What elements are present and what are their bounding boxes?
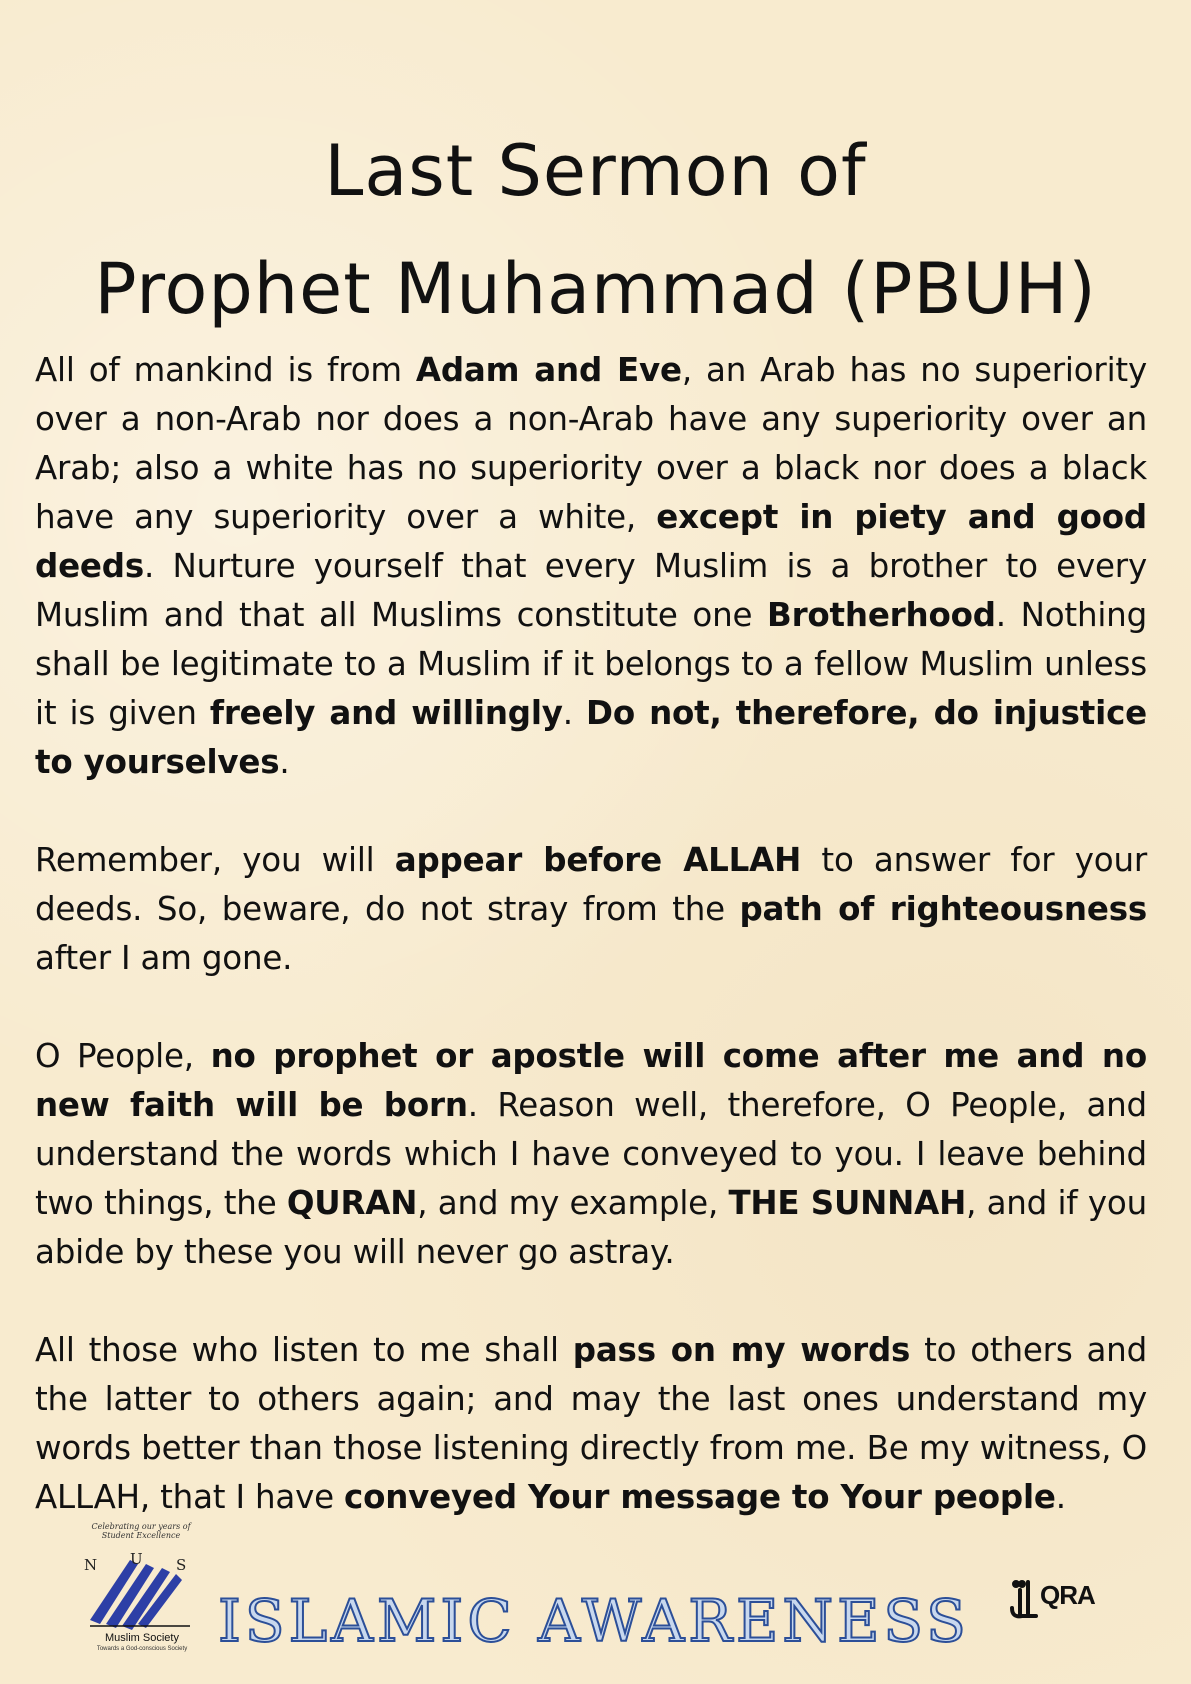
body-text-run: to others and the latter to others again; and may the last ones understand my words better than those listening directly from me. Be my witness, O ALLAH, that I have <box>35 1331 1147 1516</box>
emphasis-text: QURAN <box>286 1184 418 1222</box>
sermon-paragraph-2 <box>35 836 1147 983</box>
nus-tagline: Towards a God-conscious Society <box>96 1646 188 1652</box>
body-text-run: . <box>279 743 290 781</box>
nus-letter-s: S <box>176 1556 189 1574</box>
body-text-run: . <box>1055 1478 1066 1516</box>
body-text-run: O People, <box>35 1037 211 1075</box>
nus-letter-u: U <box>130 1550 145 1568</box>
emphasis-text: pass on my words <box>572 1331 911 1369</box>
emphasis-text: Brotherhood <box>767 596 996 634</box>
body-text-run: , and my example, <box>417 1184 729 1222</box>
body-text-run: . Nothing shall be legitimate to a Muslim if it belongs to a fellow Muslim unless it is given <box>35 596 1148 732</box>
body-text-run: to answer for your deeds. So, beware, do not stray from the <box>35 841 1148 928</box>
sermon-paragraph-1 <box>35 346 1147 787</box>
emphasis-text: no prophet or apostle will come after me and no new faith will be born <box>35 1037 1147 1124</box>
emphasis-text: Adam and Eve <box>415 351 682 389</box>
body-text-run: . Nurture yourself that every Muslim is a brother to every Muslim and that all Muslims constitute one <box>35 547 1147 634</box>
nus-letter-n: N <box>84 1556 100 1574</box>
body-text-run: , and if you abide by these you will never go astray. <box>35 1184 1147 1271</box>
body-text-run: , an Arab has no superiority over a non-Arab nor does a non-Arab have any superiority over an Arab; also a white has no superiority over a black nor does a black have any superiority over a white, <box>35 351 1147 536</box>
emphasis-text: THE SUNNAH <box>728 1184 967 1222</box>
sermon-paragraph-4 <box>35 1326 1147 1522</box>
emphasis-text: except in piety and good deeds <box>35 498 1147 585</box>
body-text-run: All of mankind is from <box>35 351 416 389</box>
emphasis-text: appear before ALLAH <box>394 841 802 879</box>
emphasis-text: Do not, therefore, do injustice to yourselves <box>35 694 1147 781</box>
sermon-paragraph-3 <box>35 1032 1147 1277</box>
document-title <box>0 112 1191 348</box>
footer <box>0 1520 1191 1684</box>
body-text-run: . Reason well, therefore, O People, and understand the words which I have conveyed to you. I leave behind two things, the <box>35 1086 1147 1222</box>
nus-society-label: Muslim Society <box>105 1632 179 1644</box>
nus-motto: Celebrating our years of Student Excellence <box>91 1522 191 1540</box>
emphasis-text: conveyed Your message to Your people <box>344 1478 1056 1516</box>
iqra-latin-label: QRA <box>1040 1580 1095 1610</box>
islamic-awareness-banner: ISLAMIC AWARENESS <box>218 1587 970 1655</box>
body-text-run: All those who listen to me shall <box>35 1331 573 1369</box>
title-line-2: Prophet Muhammad (PBUH) <box>94 248 1097 330</box>
body-text-run: after I am gone. <box>35 939 293 977</box>
emphasis-text: path of righteousness <box>739 890 1147 928</box>
sermon-body <box>35 346 1147 1522</box>
emphasis-text: freely and willingly <box>209 694 563 732</box>
title-line-1: Last Sermon of <box>324 130 867 212</box>
body-text-run: . <box>562 694 587 732</box>
body-text-run: Remember, you will <box>35 841 395 879</box>
